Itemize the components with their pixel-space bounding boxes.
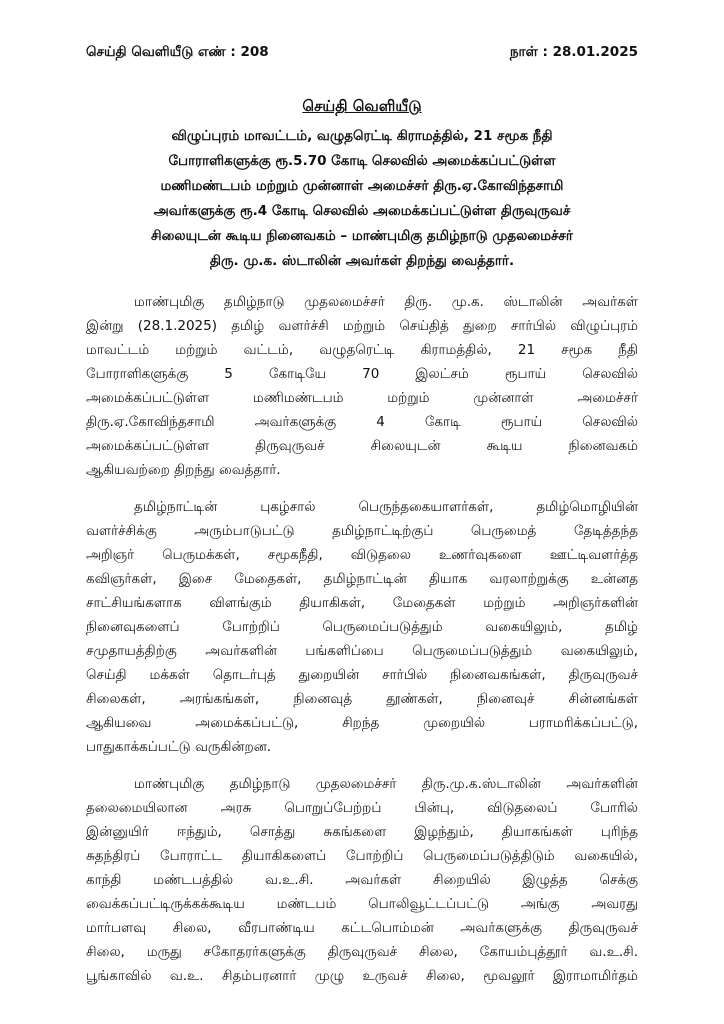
paragraph-line: தமிழ்நாட்டின் புகழ்சால் பெருந்தகையாளர்கள், தமிழ்மொழியின்	[134, 499, 638, 515]
paragraph-line: சிலை, மருது சகோதரர்களுக்கு திருவுருவச் சிலை, கோயம்புத்தூர் வ.உ.சி.	[86, 944, 638, 960]
headline-line: மணிமண்டபம் மற்றும் முன்னாள் அமைச்சர் திரு.ஏ.கோவிந்தசாமி	[160, 178, 564, 194]
paragraph-line: கவிஞர்கள், இசை மேதைகள், தமிழ்நாட்டின் தியாக வரலாற்றுக்கு உன்னத	[86, 571, 638, 587]
paragraph-line: மாவட்டம் மற்றும் வட்டம், வழுதரெட்டி கிராமத்தில், 21 சமூக நீதி	[86, 342, 638, 358]
headline	[96, 124, 628, 274]
paragraph-line: சாட்சியங்களாக விளங்கும் தியாகிகள், மேதைகள் மற்றும் அறிஞர்களின்	[86, 595, 638, 611]
paragraph-line: இன்னுயிர் ஈந்தும், சொத்து சுகங்களை இழந்தும், தியாகங்கள் புரிந்த	[86, 824, 638, 840]
headline-line: சிலையுடன் கூடிய நினைவகம் – மாண்புமிகு தமிழ்நாடு முதலமைச்சர்	[151, 228, 573, 244]
paragraph-1	[86, 290, 638, 482]
release-number: செய்தி வெளியீடு எண் : 208	[86, 44, 269, 60]
paragraph-line: இன்று (28.1.2025) தமிழ் வளர்ச்சி மற்றும் செய்தித் துறை சார்பில் விழுப்புரம்	[86, 318, 638, 334]
document-title: செய்தி வெளியீடு	[302, 97, 422, 115]
paragraph-line: திரு.ஏ.கோவிந்தசாமி அவர்களுக்கு 4 கோடி ரூபாய் செலவில்	[86, 414, 638, 430]
paragraph-line: வைக்கப்பட்டிருக்கக்கூடிய மண்டபம் பொலிவூட்டப்பட்டு அங்கு அவரது	[86, 896, 638, 912]
body-text	[86, 290, 638, 1001]
paragraph-3	[86, 772, 638, 988]
paragraph-line: அமைக்கப்பட்டுள்ள மணிமண்டபம் மற்றும் முன்னாள் அமைச்சர்	[86, 390, 638, 406]
paragraph-line: காந்தி மண்டபத்தில் வ.உ.சி. அவர்கள் சிறையில் இழுத்த செக்கு	[86, 872, 638, 888]
paragraph-line: மார்பளவு சிலை, வீரபாண்டிய கட்டபொம்மன் அவர்களுக்கு திருவுருவச்	[86, 920, 638, 936]
paragraph-line: மாண்புமிகு தமிழ்நாடு முதலமைச்சர் திரு.மு.க.ஸ்டாலின் அவர்களின்	[134, 776, 638, 792]
paragraph-line: தலைமையிலான அரசு பொறுப்பேற்றப் பின்பு, விடுதலைப் போரில்	[86, 800, 638, 816]
paragraph-line: செய்தி மக்கள் தொடர்புத் துறையின் சார்பில் நினைவகங்கள், திருவுருவச்	[86, 667, 638, 683]
paragraph-2	[86, 495, 638, 759]
paragraph-line: மாண்புமிகு தமிழ்நாடு முதலமைச்சர் திரு. மு.க. ஸ்டாலின் அவர்கள்	[134, 294, 638, 310]
paragraph-line: அறிஞர் பெருமக்கள், சமூகநீதி, விடுதலை உணர்வுகளை ஊட்டிவளர்த்த	[86, 547, 638, 563]
headline-line: விழுப்புரம் மாவட்டம், வழுதரெட்டி கிராமத்தில், 21 சமூக நீதி	[171, 128, 553, 144]
paragraph-line: ஆகியவை அமைக்கப்பட்டு, சிறந்த முறையில் பராமரிக்கப்பட்டு,	[86, 715, 638, 731]
paragraph-line: பூங்காவில் வ.உ. சிதம்பரனார் முழு உருவச் சிலை, மூவலூர் இராமாமிர்தம்	[86, 968, 638, 984]
paragraph-line: பாதுகாக்கப்பட்டு வருகின்றன.	[86, 739, 272, 755]
paragraph-line: சுதந்திரப் போராட்ட தியாகிகளைப் போற்றிப் பெருமைப்படுத்திடும் வகையில்,	[86, 848, 638, 864]
paragraph-line: சிலைகள், அரங்கங்கள், நினைவுத் தூண்கள், நினைவுச் சின்னங்கள்	[86, 691, 638, 707]
paragraph-line: நினைவுகளைப் போற்றிப் பெருமைப்படுத்தும் வகையிலும், தமிழ்	[86, 619, 638, 635]
paragraph-line: போராளிகளுக்கு 5 கோடியே 70 இலட்சம் ரூபாய் செலவில்	[86, 366, 638, 382]
release-date: நாள் : 28.01.2025	[509, 44, 638, 60]
paragraph-line: வளர்ச்சிக்கு அரும்பாடுபட்டு தமிழ்நாட்டிற்குப் பெருமைத் தேடித்தந்த	[86, 523, 638, 539]
paragraph-line: அமைக்கப்பட்டுள்ள திருவுருவச் சிலையுடன் கூடிய நினைவகம்	[86, 438, 638, 454]
paragraph-line: சமுதாயத்திற்கு அவர்களின் பங்களிப்பை பெருமைப்படுத்தும் வகையிலும்,	[86, 643, 638, 659]
headline-line: அவர்களுக்கு ரூ.4 கோடி செலவில் அமைக்கப்பட்டுள்ள திருவுருவச்	[153, 203, 571, 219]
headline-line: போராளிகளுக்கு ரூ.5.70 கோடி செலவில் அமைக்கப்பட்டுள்ள	[168, 153, 556, 169]
paragraph-line: ஆகியவற்றை திறந்து வைத்தார்.	[86, 462, 281, 478]
headline-line: திரு. மு.க. ஸ்டாலின் அவர்கள் திறந்து வைத்தார்.	[209, 253, 515, 269]
